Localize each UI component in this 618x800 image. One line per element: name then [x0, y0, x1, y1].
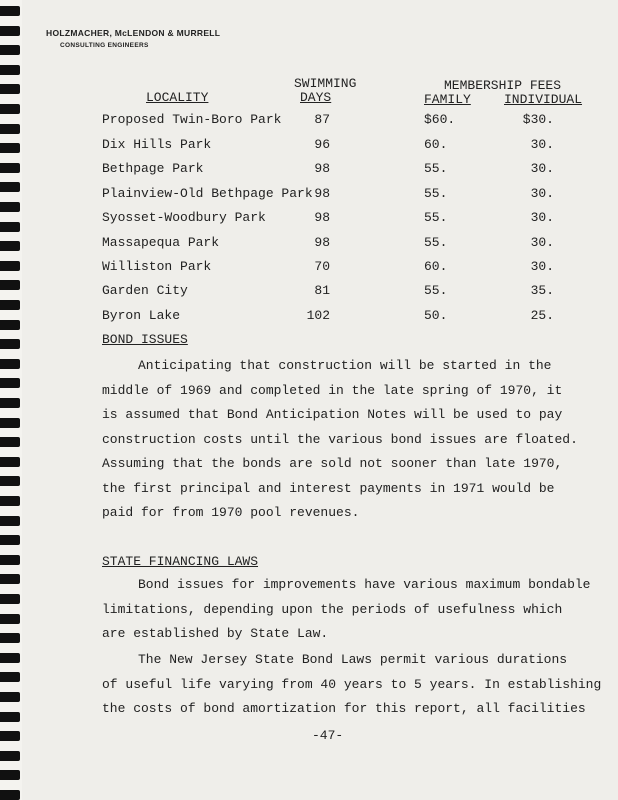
binding-hole — [0, 6, 20, 16]
cell-days: 98 — [314, 235, 330, 250]
cell-days: 98 — [314, 161, 330, 176]
binding-hole — [0, 731, 20, 741]
binding-hole — [0, 790, 20, 800]
cell-locality: Byron Lake — [102, 308, 181, 323]
binding-hole — [0, 653, 20, 663]
paragraph-line: the costs of bond amortization for this report, all facilities — [102, 701, 586, 716]
cell-family-fee: 55. — [424, 161, 448, 176]
header-membership-fees: MEMBERSHIP FEES — [444, 78, 562, 93]
table-row — [0, 283, 618, 303]
binding-hole — [0, 45, 20, 55]
binding-hole — [0, 476, 20, 486]
table-row — [0, 137, 618, 157]
binding-hole — [0, 574, 20, 584]
paragraph-line: limitations, depending upon the periods of usefulness which — [102, 601, 563, 617]
cell-days: 98 — [314, 210, 330, 225]
paragraph-line: the first principal and interest payments in 1971 would be — [102, 480, 555, 496]
binding-hole — [0, 751, 20, 761]
table-row — [0, 235, 618, 255]
letterhead — [46, 28, 220, 49]
header-days: DAYS — [300, 90, 332, 105]
binding-hole — [0, 712, 20, 722]
cell-family-fee: 55. — [424, 283, 448, 298]
bond-issues-paragraph — [102, 354, 582, 526]
header-locality: LOCALITY — [146, 90, 209, 105]
cell-individual-fee: 30. — [530, 186, 554, 201]
cell-locality: Bethpage Park — [102, 161, 204, 176]
cell-days: 70 — [314, 259, 330, 274]
binding-hole — [0, 692, 20, 702]
binding-hole — [0, 594, 20, 604]
cell-individual-fee: 30. — [530, 137, 554, 152]
cell-family-fee: 60. — [424, 259, 448, 274]
cell-individual-fee: $30. — [522, 112, 554, 127]
cell-locality: Proposed Twin-Boro Park — [102, 112, 282, 127]
cell-locality: Garden City — [102, 283, 188, 298]
paragraph-line: Assuming that the bonds are sold not sooner than late 1970, — [102, 456, 563, 471]
cell-days: 87 — [314, 112, 330, 127]
cell-locality: Williston Park — [102, 259, 212, 274]
cell-locality: Plainview-Old Bethpage Park — [102, 186, 313, 201]
paragraph-line: The New Jersey State Bond Laws permit various durations — [138, 652, 568, 667]
firm-subtitle: CONSULTING ENGINEERS — [60, 42, 149, 49]
table-row — [0, 161, 618, 181]
binding-hole — [0, 516, 20, 526]
binding-hole — [0, 398, 20, 408]
header-individual: INDIVIDUAL — [504, 92, 583, 107]
binding-hole — [0, 496, 20, 506]
heading-bond-issues: BOND ISSUES — [102, 332, 188, 347]
paragraph-line: Anticipating that construction will be started in the — [138, 358, 552, 373]
binding-hole — [0, 457, 20, 467]
cell-locality: Massapequa Park — [102, 235, 220, 250]
binding-hole — [0, 437, 20, 447]
state-financing-paragraph-2 — [102, 648, 602, 722]
cell-individual-fee: 30. — [530, 210, 554, 225]
cell-family-fee: 55. — [424, 210, 448, 225]
table-row — [0, 112, 618, 132]
cell-days: 81 — [314, 283, 330, 298]
paragraph-line: paid for from 1970 pool revenues. — [102, 505, 360, 520]
heading-state-financing-laws: STATE FINANCING LAWS — [102, 554, 259, 569]
binding-hole — [0, 378, 20, 388]
binding-hole — [0, 633, 20, 643]
binding-hole — [0, 555, 20, 565]
paragraph-line: construction costs until the various bond issues are floated. — [102, 431, 578, 447]
cell-individual-fee: 30. — [530, 235, 554, 250]
table-row — [0, 259, 618, 279]
binding-hole — [0, 65, 20, 75]
binding-hole — [0, 418, 20, 428]
cell-days: 98 — [314, 186, 330, 201]
cell-family-fee: 50. — [424, 308, 448, 323]
cell-locality: Syosset-Woodbury Park — [102, 210, 266, 225]
paragraph-line: are established by State Law. — [102, 626, 329, 641]
binding-hole — [0, 84, 20, 94]
binding-hole — [0, 770, 20, 780]
cell-individual-fee: 25. — [530, 308, 554, 323]
binding-hole — [0, 535, 20, 545]
paragraph-line: of useful life varying from 40 years to 5 years. In establishing — [102, 676, 602, 692]
binding-hole — [0, 614, 20, 624]
header-swimming: SWIMMING — [294, 76, 357, 91]
table-row — [0, 210, 618, 230]
cell-individual-fee: 30. — [530, 259, 554, 274]
cell-family-fee: 60. — [424, 137, 448, 152]
header-family: FAMILY — [424, 92, 471, 107]
paragraph-line: Bond issues for improvements have various maximum bondable — [138, 577, 591, 592]
state-financing-paragraph-1 — [102, 573, 591, 647]
cell-individual-fee: 30. — [530, 161, 554, 176]
firm-name: HOLZMACHER, McLENDON & MURRELL — [46, 28, 221, 38]
cell-days: 96 — [314, 137, 330, 152]
binding-hole — [0, 26, 20, 36]
cell-family-fee: 55. — [424, 235, 448, 250]
paragraph-line: middle of 1969 and completed in the late spring of 1970, it — [102, 382, 563, 398]
table-row — [0, 186, 618, 206]
cell-family-fee: 55. — [424, 186, 448, 201]
cell-family-fee: $60. — [424, 112, 456, 127]
binding-hole — [0, 339, 20, 349]
page-number: -47- — [312, 728, 344, 743]
binding-hole — [0, 672, 20, 682]
cell-locality: Dix Hills Park — [102, 137, 212, 152]
binding-hole — [0, 359, 20, 369]
paragraph-line: is assumed that Bond Anticipation Notes will be used to pay — [102, 407, 563, 422]
cell-days: 102 — [306, 308, 330, 323]
cell-individual-fee: 35. — [530, 283, 554, 298]
table-row — [0, 308, 618, 328]
